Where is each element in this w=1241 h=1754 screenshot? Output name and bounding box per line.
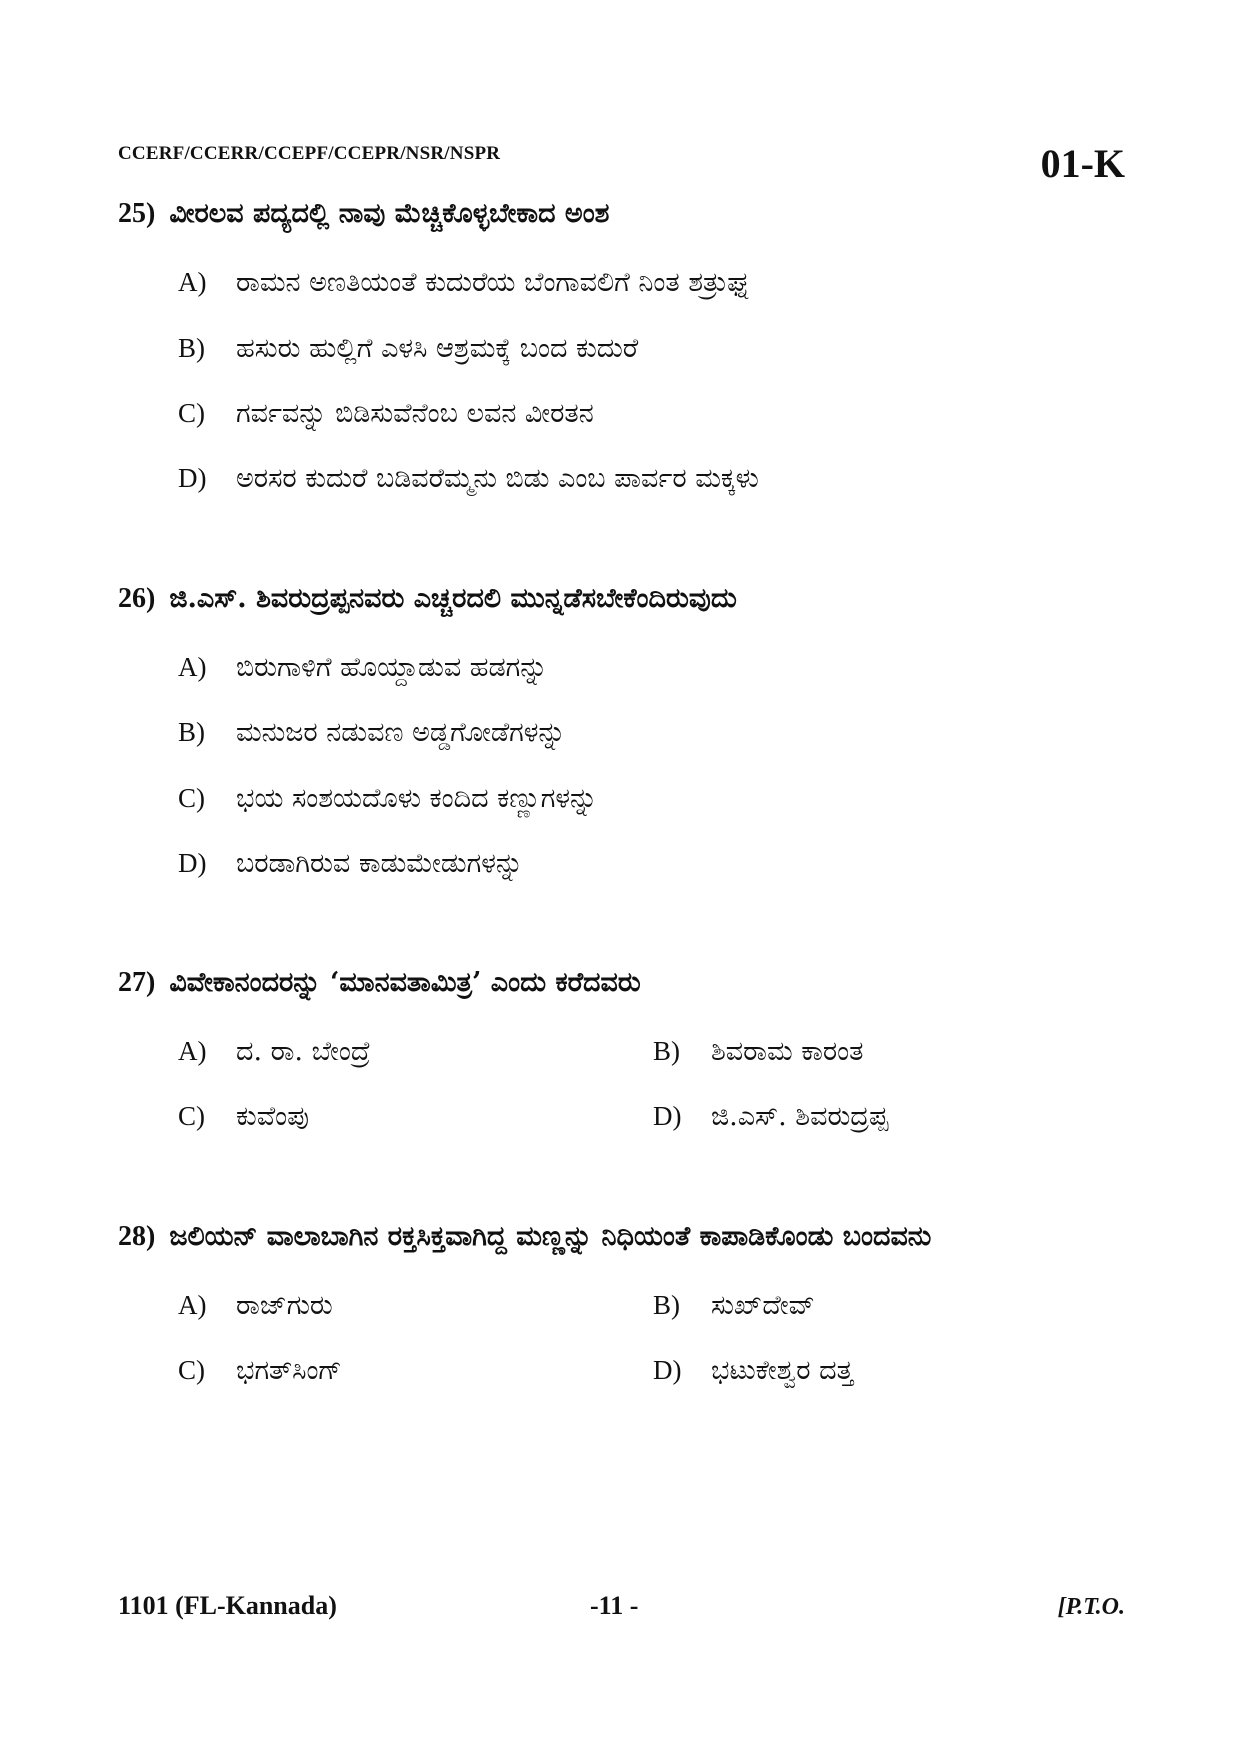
question-text: ಜಲಿಯನ್ ವಾಲಾಬಾಗಿನ ರಕ್ತಸಿಕ್ತವಾಗಿದ್ದ ಮಣ್ಣನ್ನು ನಿಧಿಯಂತೆ ಕಾಪಾಡಿಕೊಂಡು ಬಂದವನು xyxy=(169,1221,932,1252)
option-text: ಭಯ ಸಂಶಯದೊಳು ಕಂದಿದ ಕಣ್ಣುಗಳನ್ನು xyxy=(236,783,598,814)
option-label: B) xyxy=(178,717,205,747)
option-label: C) xyxy=(178,1355,205,1385)
option-label: D) xyxy=(653,1355,682,1385)
option-text: ಗರ್ವವನ್ನು ಬಿಡಿಸುವೆನೆಂಬ ಲವನ ವೀರತನ xyxy=(236,398,594,429)
option-26-a xyxy=(178,652,548,684)
option-label: D) xyxy=(653,1101,682,1131)
option-25-d xyxy=(178,463,759,495)
question-26 xyxy=(118,583,737,615)
option-26-c xyxy=(178,783,597,815)
option-label: A) xyxy=(178,267,207,297)
option-27-a xyxy=(178,1036,371,1068)
option-label: B) xyxy=(178,333,205,363)
option-label: A) xyxy=(178,1036,207,1066)
option-text: ಬಿರುಗಾಳಿಗೆ ಹೊಯ್ದಾಡುವ ಹಡಗನ್ನು xyxy=(236,652,548,683)
option-label: D) xyxy=(178,463,207,493)
option-label: A) xyxy=(178,652,207,682)
option-text: ದ. ರಾ. ಬೇಂದ್ರೆ xyxy=(236,1036,371,1067)
question-28 xyxy=(118,1221,931,1253)
question-number: 28) xyxy=(118,1221,156,1252)
series-codes: CCERF/CCERR/CCEPF/CCEPR/NSR/NSPR xyxy=(118,143,501,164)
question-text: ಜಿ.ಎಸ್. ಶಿವರುದ್ರಪ್ಪನವರು ಎಚ್ಚರದಲಿ ಮುನ್ನಡೆಸಬೇಕೆಂದಿರುವುದು xyxy=(169,583,737,614)
option-text: ಅರಸರ ಕುದುರೆ ಬಡಿವರೆಮ್ಮನು ಬಿಡು ಎಂಬ ಪಾರ್ವರ ಮಕ್ಕಳು xyxy=(236,463,759,494)
option-28-a xyxy=(178,1290,333,1322)
option-text: ಶಿವರಾಮ ಕಾರಂತ xyxy=(711,1036,864,1067)
option-text: ಮನುಜರ ನಡುವಣ ಅಡ್ಡಗೋಡೆಗಳನ್ನು xyxy=(236,717,566,748)
option-28-d xyxy=(653,1355,853,1387)
option-label: C) xyxy=(178,1101,205,1131)
option-label: C) xyxy=(178,783,205,813)
question-number: 27) xyxy=(118,967,156,998)
question-text: ವಿವೇಕಾನಂದರನ್ನು ‘ಮಾನವತಾಮಿತ್ರ’ ಎಂದು ಕರೆದವರು xyxy=(169,967,641,998)
option-label: D) xyxy=(178,848,207,878)
footer-paper-id: 1101 (FL-Kannada) xyxy=(118,1591,337,1620)
option-text: ರಾಜ್‌ಗುರು xyxy=(236,1290,333,1321)
option-27-b xyxy=(653,1036,863,1068)
option-text: ರಾಮನ ಅಣತಿಯಂತೆ ಕುದುರೆಯ ಬೆಂಗಾವಲಿಗೆ ನಿಂತ ಶತ್ರುಘ್ನ xyxy=(236,267,752,298)
option-text: ಭಗತ್‌ಸಿಂಗ್ xyxy=(236,1355,342,1386)
please-turn-over: [P.T.O. xyxy=(1057,1594,1125,1620)
option-text: ಹಸುರು ಹುಲ್ಲಿಗೆ ಎಳಸಿ ಆಶ್ರಮಕ್ಕೆ ಬಂದ ಕುದುರೆ xyxy=(236,333,639,364)
option-text: ಬರಡಾಗಿರುವ ಕಾಡುಮೇಡುಗಳನ್ನು xyxy=(236,848,524,879)
option-25-c xyxy=(178,398,594,430)
option-27-c xyxy=(178,1101,309,1133)
option-25-b xyxy=(178,333,638,365)
question-text: ವೀರಲವ ಪದ್ಯದಲ್ಲಿ ನಾವು ಮೆಚ್ಚಿಕೊಳ್ಳಬೇಕಾದ ಅಂಶ xyxy=(169,198,610,229)
option-text: ಕುವೆಂಪು xyxy=(236,1101,310,1132)
option-text: ಜಿ.ಎಸ್. ಶಿವರುದ್ರಪ್ಪ xyxy=(711,1101,889,1132)
option-28-c xyxy=(178,1355,342,1387)
question-25 xyxy=(118,198,609,230)
option-28-b xyxy=(653,1290,815,1322)
option-label: B) xyxy=(653,1036,680,1066)
option-label: B) xyxy=(653,1290,680,1320)
question-number: 26) xyxy=(118,583,156,614)
question-27 xyxy=(118,967,641,999)
option-27-d xyxy=(653,1101,888,1133)
option-label: C) xyxy=(178,398,205,428)
question-number: 25) xyxy=(118,198,156,229)
option-25-a xyxy=(178,267,751,299)
option-26-d xyxy=(178,848,523,880)
page-number: -11 - xyxy=(590,1591,639,1620)
paper-code: 01-K xyxy=(1040,141,1125,186)
option-text: ಭಟುಕೇಶ್ವರ ದತ್ತ xyxy=(711,1355,854,1386)
option-text: ಸುಖ್‌ದೇವ್ xyxy=(711,1290,815,1321)
option-26-b xyxy=(178,717,566,749)
option-label: A) xyxy=(178,1290,207,1320)
